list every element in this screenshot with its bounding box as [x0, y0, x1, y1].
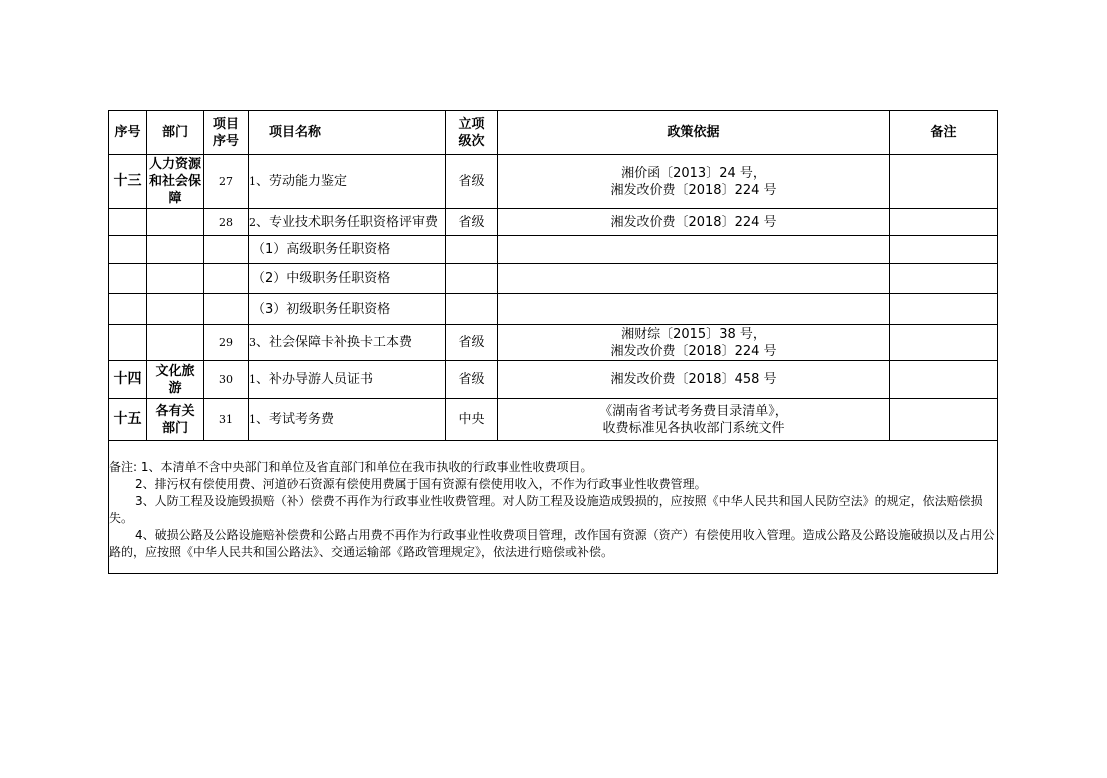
row-seq [109, 236, 147, 264]
row-item-name: （1）高级职务任职资格 [249, 236, 446, 264]
row-item-name-num: 1 [249, 413, 256, 426]
row-remarks [890, 209, 998, 236]
note-2: 2、排污权有偿使用费、河道砂石资源有偿使用费属于国有资源有偿使用收入，不作为行政事业性收费管理。 [135, 477, 707, 491]
fee-list-sheet [108, 110, 997, 574]
header-level [446, 111, 498, 155]
row-dept [147, 294, 204, 325]
header-item-seq-line1: 项目 [212, 116, 239, 132]
row-item-name [249, 361, 446, 399]
row-seq: 十五 [109, 399, 147, 441]
row-policy [498, 294, 890, 325]
row-item-num: 27 [204, 155, 249, 209]
header-item-name: 项目名称 [249, 111, 446, 155]
header-policy: 政策依据 [498, 111, 890, 155]
row-policy [498, 209, 890, 236]
row-seq: 十四 [109, 361, 147, 399]
row-item-name [249, 325, 446, 361]
row-item-name-num: 3 [249, 336, 256, 349]
row-policy [498, 399, 890, 441]
header-dept: 部门 [147, 111, 204, 155]
row-item-num: 28 [204, 209, 249, 236]
header-item-seq-line2: 序号 [212, 133, 239, 149]
header-level-line2: 级次 [458, 133, 485, 149]
row-level: 省级 [446, 209, 498, 236]
row-policy [498, 361, 890, 399]
row-item-name-text: 、考试考务费 [256, 412, 335, 427]
row-remarks [890, 294, 998, 325]
row-dept [147, 209, 204, 236]
row-item-name-text: 、专业技术职务任职资格评审费 [256, 214, 439, 230]
header-row [109, 111, 998, 155]
row-policy [498, 264, 890, 294]
row-level: 中央 [446, 399, 498, 441]
row-policy-line: 《湖南省考试考务费目录清单》， [599, 403, 788, 419]
row-item-num: 31 [204, 399, 249, 441]
row-seq [109, 209, 147, 236]
row-policy-line: 湘发改价费〔2018〕224 号 [610, 343, 777, 359]
row-item-name: （3）初级职务任职资格 [249, 294, 446, 325]
notes-row [109, 441, 998, 574]
table-row [109, 325, 998, 361]
row-dept [147, 264, 204, 294]
header-item-seq [204, 111, 249, 155]
row-item-name [249, 155, 446, 209]
header-remarks: 备注 [890, 111, 998, 155]
row-item-name [249, 399, 446, 441]
row-seq [109, 325, 147, 361]
row-seq [109, 264, 147, 294]
row-policy [498, 325, 890, 361]
row-policy [498, 155, 890, 209]
row-seq [109, 294, 147, 325]
row-item-name-text: 、社会保障卡补换卡工本费 [256, 335, 413, 350]
row-policy-line: 湘财综〔2015〕38 号， [621, 326, 766, 342]
fee-table [108, 110, 998, 574]
row-level [446, 236, 498, 264]
row-policy-line: 湘发改价费〔2018〕458 号 [610, 372, 777, 387]
note-4: 4、破损公路及公路设施赔补偿费和公路占用费不再作为行政事业性收费项目管理，改作国有资源（资产）有偿使用收入管理。造成公路及公路设施破损以及占用公路的，应按照《中华人民共和国公路法》、交通运输部《路政管理规定》，依法进行赔偿或补偿。 [109, 528, 995, 559]
row-remarks [890, 325, 998, 361]
notes-cell [109, 441, 998, 574]
table-row [109, 399, 998, 441]
row-remarks [890, 361, 998, 399]
row-level: 省级 [446, 361, 498, 399]
row-level: 省级 [446, 325, 498, 361]
row-seq: 十三 [109, 155, 147, 209]
row-item-name-text: 、劳动能力鉴定 [256, 174, 348, 189]
table-row [109, 209, 998, 236]
row-item-name-num: 1 [249, 373, 256, 386]
row-policy [498, 236, 890, 264]
row-dept: 文化旅游 [147, 361, 204, 399]
row-item-name [249, 209, 446, 236]
table-row [109, 155, 998, 209]
header-level-line1: 立项 [458, 116, 485, 132]
row-item-num: 30 [204, 361, 249, 399]
row-item-name-text: 、补办导游人员证书 [256, 372, 374, 387]
row-policy-line: 收费标准见各执收部门系统文件 [602, 420, 785, 436]
row-policy-line: 湘价函〔2013〕24 号， [621, 165, 766, 181]
row-item-num [204, 264, 249, 294]
row-item-num [204, 236, 249, 264]
table-row [109, 264, 998, 294]
row-dept [147, 325, 204, 361]
row-level: 省级 [446, 155, 498, 209]
row-remarks [890, 236, 998, 264]
row-item-num [204, 294, 249, 325]
row-policy-line: 湘发改价费〔2018〕224 号 [610, 214, 777, 230]
row-item-name-num: 1 [249, 175, 256, 188]
row-item-name: （2）中级职务任职资格 [249, 264, 446, 294]
row-item-name-num: 2 [249, 215, 256, 229]
row-policy-line: 湘发改价费〔2018〕224 号 [610, 182, 777, 198]
note-3: 3、人防工程及设施毁损赔（补）偿费不再作为行政事业性收费管理。对人防工程及设施造成毁损的，应按照《中华人民共和国人民防空法》的规定，依法赔偿损失。 [109, 494, 983, 525]
table-row [109, 294, 998, 325]
table-row [109, 361, 998, 399]
row-remarks [890, 264, 998, 294]
row-item-num: 29 [204, 325, 249, 361]
row-remarks [890, 155, 998, 209]
row-level [446, 264, 498, 294]
note-1: 备注: 1、本清单不含中央部门和单位及省直部门和单位在我市执收的行政事业性收费项目。 [109, 460, 593, 474]
row-dept: 各有关部门 [147, 399, 204, 441]
row-dept [147, 236, 204, 264]
row-level [446, 294, 498, 325]
table-row [109, 236, 998, 264]
row-dept: 人力资源和社会保障 [147, 155, 204, 209]
header-seq: 序号 [109, 111, 147, 155]
row-remarks [890, 399, 998, 441]
